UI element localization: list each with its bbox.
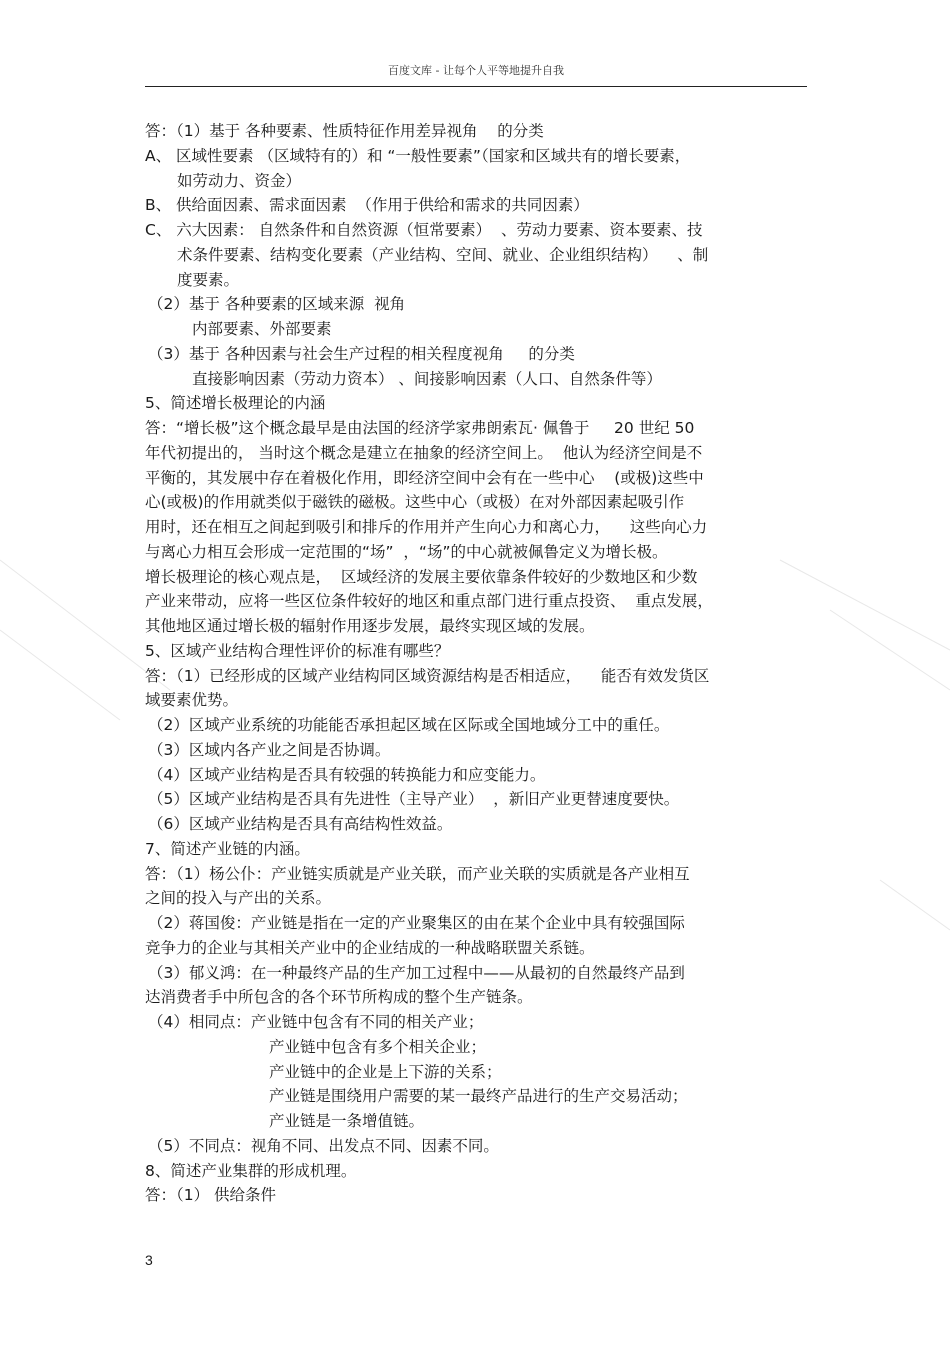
text-line: （2）蒋国俊：产业链是指在一定的产业聚集区的由在某个企业中具有较强国际 [148,914,685,932]
text-line: 5、区域产业结构合理性评价的标准有哪些？ [145,641,450,660]
text-line: 5、简述增长极理论的内涵 [145,394,326,413]
header-text: 百度文库 - 让每个人平等地提升自我 [388,64,564,77]
text-line: 产业链中的企业是上下游的关系； [269,1062,502,1081]
text-line: 竞争力的企业与其相关产业中的企业结成的一种战略联盟关系链。 [145,938,595,957]
text-line: 度要素。 [177,270,240,289]
text-line: 产业链是一条增值链。 [269,1112,425,1130]
text-line: （3）郁义鸿：在一种最终产品的生产加工过程中——从最初的自然最终产品到 [148,963,685,982]
text-line: 答：（1）杨公仆：产业链实质就是产业关联，而产业关联的实质就是各产业相互 [145,864,690,883]
text-line: 域要素优势。 [145,691,239,710]
text-line: B、 供给面因素、需求面因素 （作用于供给和需求的共同因素） [145,196,589,215]
text-line: （2）区域产业系统的功能能否承担起区域在区际或全国地域分工中的重任。 [148,716,670,734]
text-line: 增长极理论的核心观点是， 区域经济的发展主要依靠条件较好的少数地区和少数 [145,567,698,586]
text-line: 与离心力相互会形成一定范围的“场” ，“场”的中心就被佩鲁定义为增长极。 [145,542,668,561]
text-line: 答：（1） 供给条件 [145,1186,277,1205]
text-line: 如劳动力、资金） [177,171,302,190]
text-line: 平衡的，其发展中存在着极化作用，即经济空间中会有在一些中心 (或极)这些中 [145,468,704,487]
text-line: （5）区域产业结构是否具有先进性（主导产业） ，新旧产业更替速度要快。 [148,790,680,809]
text-line: （5）不同点：视角不同、出发点不同、因素不同。 [148,1136,499,1155]
text-line: （6）区域产业结构是否具有高结构性效益。 [148,815,453,833]
text-line: 之间的投入与产出的关系。 [145,889,332,908]
text-line: 8、简述产业集群的形成机理。 [145,1161,357,1180]
text-line: 内部要素、外部要素 [192,320,332,338]
text-line: 年代初提出的， 当时这个概念是建立在抽象的经济空间上。 他认为经济空间是不 [145,443,703,462]
text-line: （2）基于 各种要素的区域来源 视角 [148,295,406,314]
text-line: （3）区域内各产业之间是否协调。 [148,740,391,759]
text-line: 术条件要素、结构变化要素（产业结构、空间、就业、企业组织结构） 、制 [177,245,709,264]
text-line: A、 区域性要素 （区域特有的）和 “一般性要素”（国家和区域共有的增长要素， [145,146,691,165]
page-number: 3 [145,1252,153,1268]
text-line: 用时，还在相互之间起到吸引和排斥的作用并产生向心力和离心力， 这些向心力 [145,518,708,536]
text-line: 其他地区通过增长极的辐射作用逐步发展，最终实现区域的发展。 [145,617,595,635]
text-line: 答：（1）基于 各种要素、性质特征作用差异视角 的分类 [145,122,544,140]
text-line: 7、简述产业链的内涵。 [145,839,310,858]
text-line: （4）区域产业结构是否具有较强的转换能力和应变能力。 [148,765,546,784]
text-line: （3）基于 各种因素与社会生产过程的相关程度视角 的分类 [148,344,575,363]
text-line: C、 六大因素： 自然条件和自然资源（恒常要素） 、劳动力要素、资本要素、技 [145,221,703,239]
text-line: 答：（1）已经形成的区域产业结构同区域资源结构是否相适应， 能否有效发货区 [145,666,710,685]
text-line: 答：“增长极”这个概念最早是由法国的经济学家弗朗索瓦· 佩鲁于 20 世纪 50 [145,419,695,437]
text-line: 直接影响因素（劳动力资本） 、间接影响因素（人口、自然条件等） [192,369,662,388]
text-line: 产业链中包含有多个相关企业； [269,1037,487,1056]
page-header [145,62,807,87]
text-line: 心(或极)的作用就类似于磁铁的磁极。这些中心（或极）在对外部因素起吸引作 [145,493,685,512]
text-line: 产业来带动，应将一些区位条件较好的地区和重点部门进行重点投资、 重点发展， [145,592,713,611]
text-line: 达消费者手中所包含的各个环节所构成的整个生产链条。 [145,988,533,1007]
text-line: （4）相同点：产业链中包含有不同的相关产业； [148,1013,484,1031]
document-body [145,119,815,1208]
text-line: 产业链是围绕用户需要的某一最终产品进行的生产交易活动； [269,1087,688,1106]
